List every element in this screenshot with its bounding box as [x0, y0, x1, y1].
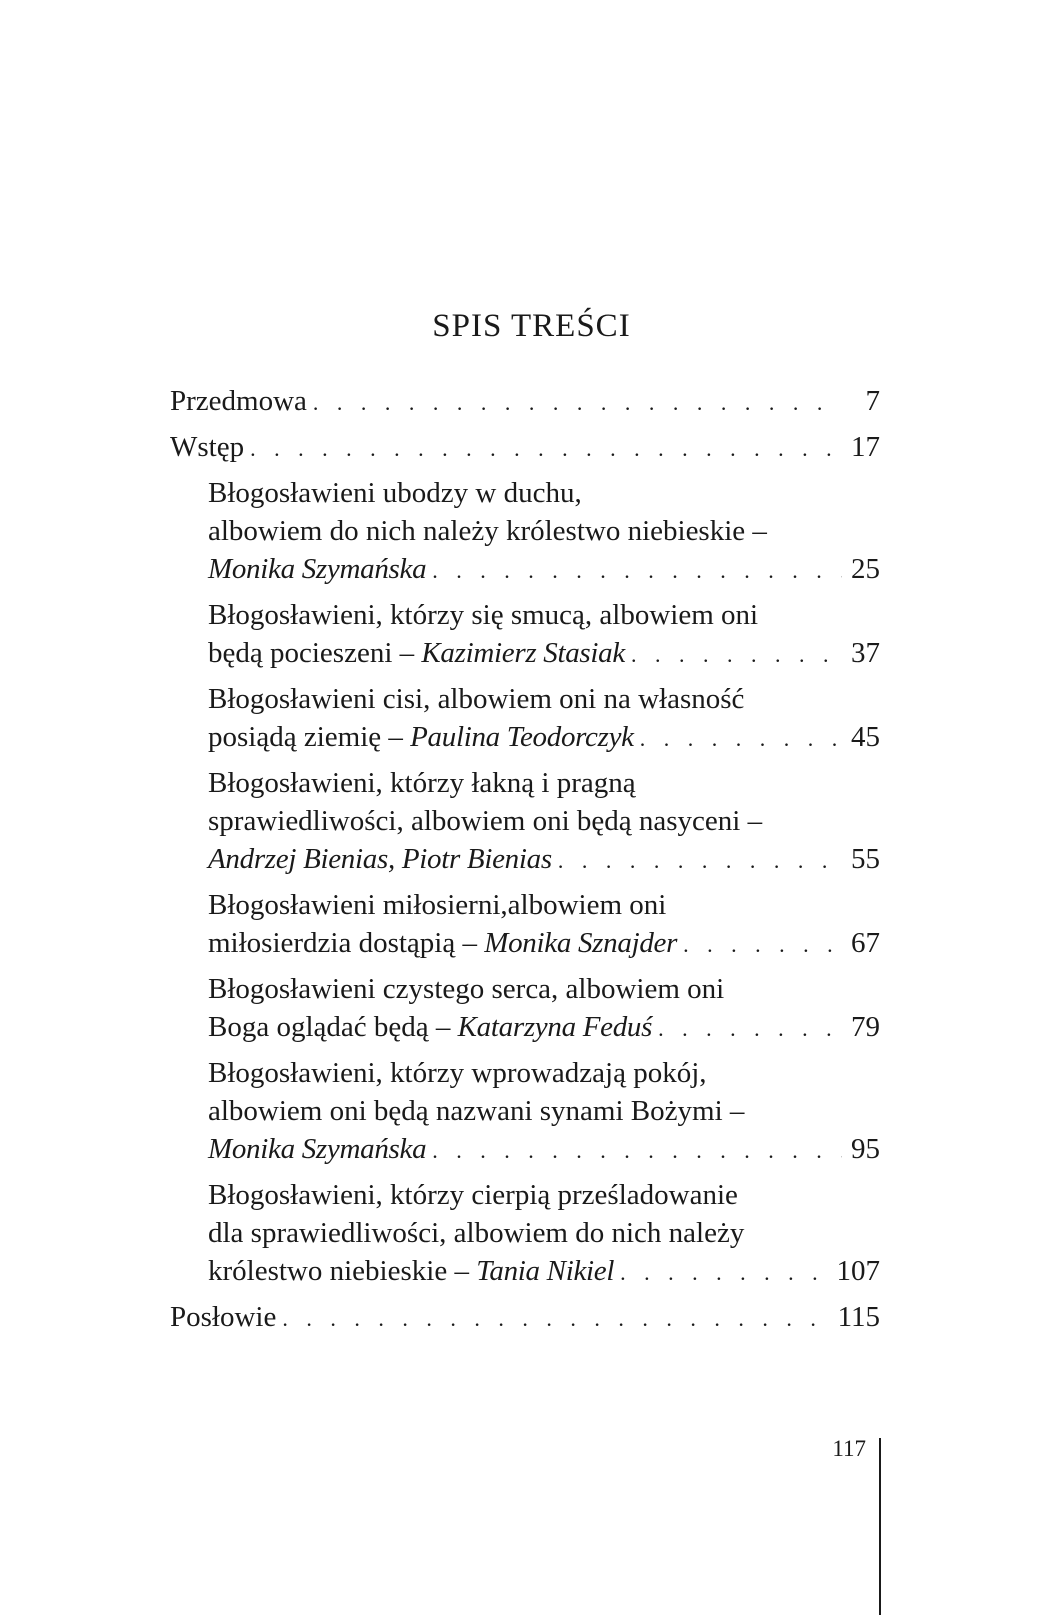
toc-entry-text	[170, 382, 307, 420]
toc-entry-text	[170, 428, 244, 466]
toc-page-number: 79	[851, 1011, 880, 1043]
toc-entry	[170, 596, 880, 674]
toc-entry-last-line	[208, 1130, 880, 1170]
dot-leader	[558, 842, 842, 880]
dot-leader	[250, 430, 842, 468]
toc-page-number: 95	[851, 1133, 880, 1165]
toc-entry-author: Paulina Teodorczyk	[410, 721, 634, 753]
toc-entry-last-line	[208, 1252, 880, 1292]
toc-entry-line: dla sprawiedliwości, albowiem do nich należy	[208, 1217, 745, 1249]
dot-leader	[640, 720, 842, 758]
toc-entry-line: Błogosławieni czystego serca, albowiem oni	[208, 973, 725, 1005]
toc-entry-title: Posłowie	[170, 1301, 277, 1333]
toc-entry	[170, 474, 880, 590]
toc-entry-text	[208, 1130, 426, 1168]
dot-leader	[658, 1010, 842, 1048]
dot-leader	[620, 1254, 828, 1292]
toc-entry-line: albowiem do nich należy królestwo niebieskie –	[208, 515, 767, 547]
toc-entry-line: Błogosławieni miłosierni,albowiem oni	[208, 889, 667, 921]
toc-entry-last-line	[208, 718, 880, 758]
toc-entry-author: Andrzej Bienias, Piotr Bienias	[208, 843, 552, 875]
toc-entry-text	[208, 1252, 614, 1290]
toc-entry-author: Monika Szymańska	[208, 1133, 427, 1165]
toc-entry-text	[208, 550, 426, 588]
toc-entry-last-line	[170, 1298, 880, 1338]
margin-rule	[879, 1438, 881, 1615]
toc-entry-author: Kazimierz Stasiak	[421, 637, 625, 669]
dot-leader	[282, 1300, 829, 1338]
toc-entry-line: Błogosławieni, którzy się smucą, albowiem oni	[208, 599, 759, 631]
dot-leader	[313, 384, 842, 422]
toc-entry	[170, 428, 880, 468]
toc-page-number: 7	[865, 385, 880, 417]
toc-entry-title: Przedmowa	[170, 385, 307, 417]
toc-entry-last-line	[208, 840, 880, 880]
toc-entry-line: Błogosławieni, którzy cierpią prześladowanie	[208, 1179, 738, 1211]
toc-entry-title: Boga oglądać będą –	[208, 1011, 458, 1043]
toc-entry-title: miłosierdzia dostąpią –	[208, 927, 485, 959]
toc-page-number: 25	[851, 553, 880, 585]
toc-entry-last-line	[208, 1008, 880, 1048]
toc-entry	[170, 764, 880, 880]
toc-entry-text	[208, 924, 677, 962]
toc-entry-author: Katarzyna Feduś	[457, 1011, 653, 1043]
toc-entry-text	[208, 1008, 652, 1046]
toc-entry-last-line	[208, 550, 880, 590]
toc-entry-last-line	[170, 382, 880, 422]
dot-leader	[683, 926, 842, 964]
toc-entry-title: będą pocieszeni –	[208, 637, 422, 669]
toc-entry-author: Monika Sznajder	[484, 927, 678, 959]
toc-entry-text	[208, 634, 625, 672]
toc-page-number: 67	[851, 927, 880, 959]
toc-entry-author: Tania Nikiel	[476, 1255, 615, 1287]
toc-entry	[170, 1298, 880, 1338]
toc-entry	[170, 680, 880, 758]
toc-entry-author: Monika Szymańska	[208, 553, 427, 585]
toc-page-number: 115	[837, 1301, 880, 1333]
toc-entry-text	[170, 1298, 276, 1336]
toc-entry	[170, 886, 880, 964]
toc-entry	[170, 1176, 880, 1292]
toc-page-number: 55	[851, 843, 880, 875]
toc-page-number: 37	[851, 637, 880, 669]
toc-entry-title: królestwo niebieskie –	[208, 1255, 477, 1287]
toc-entry-line: Błogosławieni ubodzy w duchu,	[208, 477, 582, 509]
toc-entry	[170, 382, 880, 422]
toc-page-number: 45	[851, 721, 880, 753]
toc-entry	[170, 1054, 880, 1170]
toc-entry	[170, 970, 880, 1048]
toc-page-number: 107	[836, 1255, 880, 1287]
dot-leader	[432, 552, 842, 590]
toc-entry-last-line	[170, 428, 880, 468]
page-number: 117	[832, 1436, 866, 1461]
table-of-contents	[170, 382, 880, 1344]
toc-entry-line: Błogosławieni, którzy łakną i pragną	[208, 767, 636, 799]
toc-entry-title: posiądą ziemię –	[208, 721, 411, 753]
toc-page-number: 17	[851, 431, 880, 463]
toc-entry-last-line	[208, 634, 880, 674]
toc-entry-last-line	[208, 924, 880, 964]
toc-entry-line: sprawiedliwości, albowiem oni będą nasyceni –	[208, 805, 763, 837]
toc-entry-line: Błogosławieni cisi, albowiem oni na własność	[208, 683, 745, 715]
dot-leader	[631, 636, 842, 674]
toc-entry-title: Wstęp	[170, 431, 245, 463]
page-title: SPIS TREŚCI	[432, 308, 631, 344]
dot-leader	[432, 1132, 842, 1170]
toc-entry-line: albowiem oni będą nazwani synami Bożymi –	[208, 1095, 745, 1127]
toc-entry-text	[208, 840, 552, 878]
toc-entry-text	[208, 718, 634, 756]
toc-entry-line: Błogosławieni, którzy wprowadzają pokój,	[208, 1057, 707, 1089]
